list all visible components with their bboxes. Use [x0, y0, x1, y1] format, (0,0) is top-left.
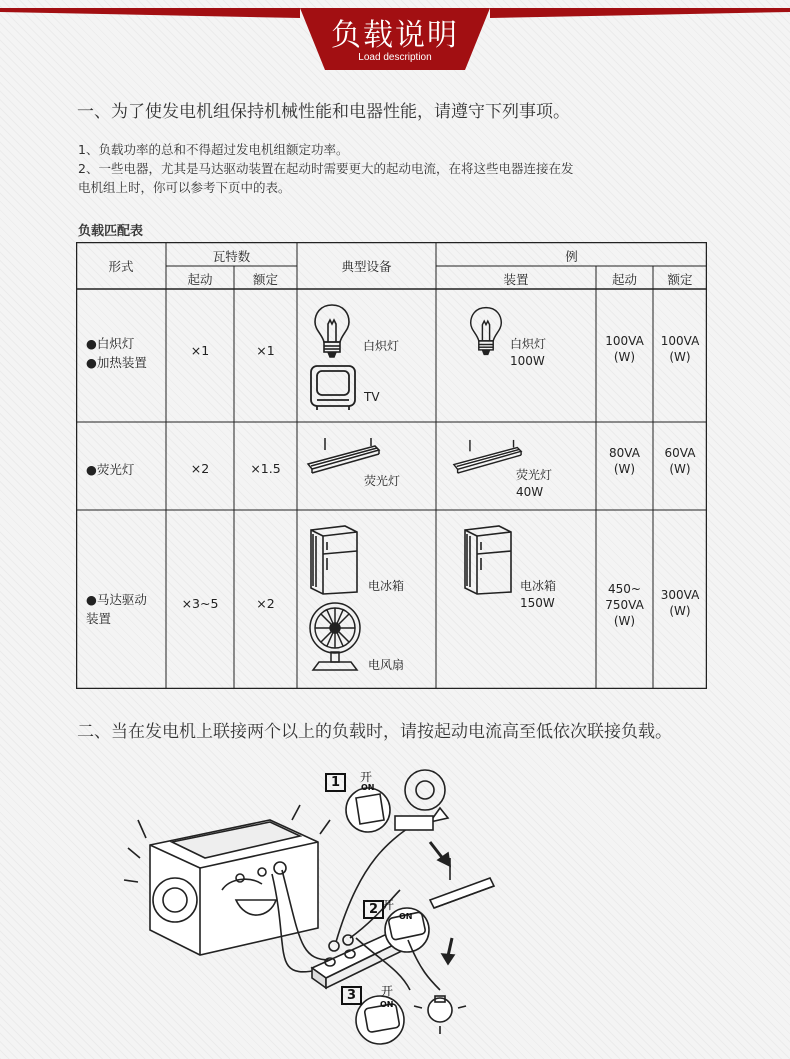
row3-ex-start [596, 581, 653, 629]
value-line: (W) [669, 462, 691, 476]
step2-heading: 二、当在发电机上联接两个以上的负载时，请按起动电流高至低依次联接负载。 [77, 722, 672, 742]
row3-rated: ×2 [256, 596, 275, 611]
header-start: 起动 [187, 272, 213, 287]
step-badge-2: 2 [363, 900, 384, 919]
fridge-icon [309, 524, 359, 596]
header-ex-rated: 额定 [667, 272, 693, 287]
notes [78, 140, 718, 197]
value-line: (W) [613, 614, 636, 628]
step2-on-label: 开 [382, 898, 395, 912]
value-line: (W) [613, 462, 636, 476]
row2-rated: ×1.5 [250, 461, 281, 476]
value-line: (W) [669, 604, 691, 618]
row1-rated: ×1 [256, 343, 275, 358]
header-form: 形式 [108, 259, 134, 274]
load-type: ●白炽灯 [86, 336, 135, 351]
example-bulb [510, 336, 546, 370]
step-badge-1: 1 [325, 773, 346, 792]
header-banner [0, 0, 790, 70]
step-badge-3: 3 [341, 986, 362, 1005]
typical-bulb-label: 白炽灯 [363, 339, 400, 353]
example-watt: 150W [520, 596, 555, 610]
header-ex-start: 起动 [611, 272, 637, 287]
value-line: 60VA [664, 446, 696, 460]
value-line: 750VA [605, 598, 644, 612]
row2-ex-start [596, 445, 653, 477]
typical-fluorescent-label: 荧光灯 [364, 474, 401, 488]
tv-icon [309, 362, 357, 412]
header-device: 装置 [503, 272, 529, 287]
bulb-icon [312, 302, 352, 360]
row2-types [86, 460, 134, 479]
step3-switch-label: ON [380, 1000, 394, 1009]
generator-illustration [0, 750, 790, 1059]
step2-switch-label: ON [399, 912, 413, 921]
example-name: 白炽灯 [510, 337, 547, 351]
typical-tv-label: TV [364, 390, 380, 404]
step1-switch-label: ON [361, 783, 375, 792]
load-type: ●荧光灯 [86, 462, 135, 477]
row2-ex-rated [653, 445, 707, 477]
header-watts: 瓦特数 [212, 249, 251, 264]
step1-on-label: 开 [360, 770, 373, 784]
row2-start: ×2 [190, 461, 210, 476]
header-typical: 典型设备 [341, 259, 392, 274]
example-name: 荧光灯 [516, 468, 553, 482]
value-line: 100VA [605, 334, 644, 348]
row3-ex-rated [653, 587, 707, 619]
row1-ex-start [596, 333, 653, 365]
example-name: 电冰箱 [520, 579, 557, 593]
load-table [76, 242, 707, 689]
fridge-icon [463, 524, 513, 596]
value-line: 80VA [609, 446, 640, 460]
load-type: 装置 [86, 611, 112, 626]
row1-types [86, 334, 147, 372]
row1-start: ×1 [190, 343, 210, 358]
value-line: (W) [669, 350, 691, 364]
connection-illustration [0, 750, 790, 1059]
value-line: 450~ [608, 582, 641, 596]
table-caption: 负载匹配表 [78, 224, 144, 239]
header-rated: 额定 [252, 272, 278, 287]
step3-on-label: 开 [381, 984, 394, 998]
example-fridge [520, 578, 556, 612]
typical-fridge-label: 电冰箱 [368, 579, 405, 593]
note-line: 电机组上时，你可以参考下页中的表。 [78, 180, 291, 195]
example-watt: 40W [516, 485, 544, 499]
note-line: 2、一些电器，尤其是马达驱动装置在起动时需要更大的起动电流，在将这些电器连接在发 [78, 161, 574, 176]
intro-heading: 一、为了使发电机组保持机械性能和电器性能，请遵守下列事项。 [77, 102, 570, 122]
page-title: 负载说明 [331, 18, 459, 53]
note-line: 1、负载功率的总和不得超过发电机组额定功率。 [78, 142, 349, 157]
page-subtitle: Load description [358, 52, 432, 63]
fluorescent-lamp-icon [451, 438, 523, 476]
row3-start: ×3~5 [181, 596, 219, 611]
example-fluorescent [516, 467, 552, 501]
example-watt: 100W [510, 354, 545, 368]
header-example: 例 [565, 249, 578, 264]
value-line: 300VA [660, 588, 700, 602]
bulb-icon [468, 304, 504, 358]
fan-icon [307, 600, 363, 674]
fluorescent-lamp-icon [305, 436, 381, 476]
value-line: 100VA [660, 334, 700, 348]
row1-ex-rated [653, 333, 707, 365]
typical-fan-label: 电风扇 [368, 658, 405, 672]
load-type: ●加热装置 [86, 355, 147, 370]
value-line: (W) [613, 350, 636, 364]
load-type: ●马达驱动 [86, 592, 147, 607]
row3-types [86, 590, 147, 628]
